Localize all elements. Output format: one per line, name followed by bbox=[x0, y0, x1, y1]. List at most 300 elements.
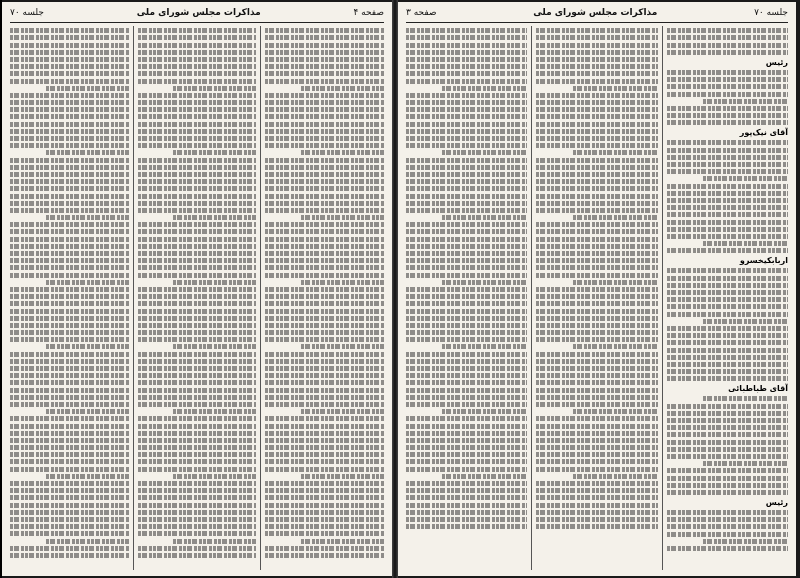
text-line bbox=[536, 309, 657, 314]
text-line bbox=[10, 28, 129, 33]
text-line bbox=[10, 114, 129, 119]
text-line bbox=[10, 93, 129, 98]
text-line bbox=[138, 546, 257, 551]
text-line bbox=[406, 172, 527, 177]
text-line bbox=[406, 323, 527, 328]
text-line bbox=[10, 366, 129, 371]
text-line bbox=[265, 57, 384, 62]
text-line bbox=[406, 503, 527, 508]
text-line bbox=[10, 503, 129, 508]
text-line bbox=[138, 452, 257, 457]
text-line bbox=[138, 114, 257, 119]
text-line bbox=[138, 309, 257, 314]
text-line bbox=[536, 136, 657, 141]
text-line bbox=[301, 409, 384, 414]
text-line bbox=[138, 553, 257, 558]
text-line bbox=[536, 258, 657, 263]
text-line bbox=[10, 194, 129, 199]
left-page-header bbox=[10, 6, 384, 20]
text-line bbox=[301, 344, 384, 349]
text-line bbox=[442, 280, 527, 285]
text-line bbox=[138, 380, 257, 385]
text-line bbox=[536, 366, 657, 371]
text-line bbox=[10, 100, 129, 105]
text-line bbox=[138, 107, 257, 112]
text-line bbox=[138, 517, 257, 522]
text-line bbox=[138, 373, 257, 378]
text-line bbox=[406, 524, 527, 529]
text-line bbox=[703, 396, 788, 401]
text-line bbox=[406, 510, 527, 515]
text-line bbox=[703, 99, 788, 104]
text-line bbox=[10, 229, 129, 234]
text-line bbox=[10, 531, 129, 536]
text-line bbox=[301, 215, 384, 220]
text-line bbox=[667, 348, 788, 353]
text-line bbox=[406, 237, 527, 242]
text-line bbox=[406, 459, 527, 464]
text-line bbox=[138, 424, 257, 429]
text-line bbox=[138, 531, 257, 536]
speaker-heading: آقای طباطبائی bbox=[728, 384, 788, 394]
text-line bbox=[138, 136, 257, 141]
text-line bbox=[265, 316, 384, 321]
text-line bbox=[536, 251, 657, 256]
text-line bbox=[10, 122, 129, 127]
text-line bbox=[265, 265, 384, 270]
text-line bbox=[10, 57, 129, 62]
text-line bbox=[406, 229, 527, 234]
text-line bbox=[138, 323, 257, 328]
text-line bbox=[667, 432, 788, 437]
text-line bbox=[536, 316, 657, 321]
text-line bbox=[703, 539, 788, 544]
text-line bbox=[703, 176, 788, 181]
text-line bbox=[406, 309, 527, 314]
right-header-rule bbox=[406, 22, 788, 23]
text-line bbox=[406, 424, 527, 429]
text-line bbox=[406, 294, 527, 299]
text-line bbox=[573, 150, 658, 155]
text-line bbox=[265, 294, 384, 299]
text-line bbox=[10, 301, 129, 306]
text-line bbox=[10, 107, 129, 112]
text-line bbox=[265, 467, 384, 472]
text-line bbox=[667, 43, 788, 48]
text-line bbox=[138, 201, 257, 206]
text-line bbox=[138, 402, 257, 407]
text-line bbox=[265, 201, 384, 206]
left-column-1 bbox=[10, 26, 129, 570]
text-line bbox=[138, 244, 257, 249]
text-line bbox=[265, 524, 384, 529]
text-line bbox=[138, 71, 257, 76]
text-line bbox=[406, 337, 527, 342]
text-line bbox=[265, 553, 384, 558]
text-line bbox=[10, 265, 129, 270]
text-line bbox=[265, 330, 384, 335]
text-line bbox=[667, 276, 788, 281]
text-line bbox=[138, 129, 257, 134]
text-line bbox=[536, 129, 657, 134]
text-line bbox=[667, 290, 788, 295]
text-line bbox=[536, 64, 657, 69]
text-line bbox=[667, 425, 788, 430]
speaker-heading: اربابکیخسرو bbox=[739, 256, 788, 266]
text-line bbox=[265, 258, 384, 263]
text-line bbox=[667, 447, 788, 452]
text-line bbox=[138, 294, 257, 299]
text-line bbox=[536, 122, 657, 127]
text-line bbox=[265, 517, 384, 522]
text-line bbox=[536, 301, 657, 306]
text-line bbox=[265, 244, 384, 249]
text-line bbox=[138, 222, 257, 227]
text-line bbox=[667, 490, 788, 495]
text-line bbox=[10, 287, 129, 292]
text-line bbox=[138, 510, 257, 515]
text-line bbox=[536, 114, 657, 119]
text-line bbox=[406, 330, 527, 335]
text-line bbox=[667, 84, 788, 89]
text-line bbox=[265, 158, 384, 163]
text-line bbox=[265, 323, 384, 328]
text-line bbox=[138, 524, 257, 529]
text-line bbox=[667, 140, 788, 145]
text-line bbox=[406, 438, 527, 443]
text-line bbox=[406, 165, 527, 170]
text-line bbox=[301, 280, 384, 285]
text-line bbox=[265, 208, 384, 213]
text-line bbox=[265, 100, 384, 105]
text-line bbox=[406, 50, 527, 55]
text-line bbox=[536, 244, 657, 249]
text-line bbox=[406, 273, 527, 278]
text-line bbox=[46, 86, 129, 91]
text-line bbox=[265, 431, 384, 436]
text-line bbox=[265, 452, 384, 457]
text-line bbox=[406, 359, 527, 364]
text-line bbox=[10, 323, 129, 328]
text-line bbox=[10, 201, 129, 206]
text-line bbox=[667, 113, 788, 118]
text-line bbox=[406, 71, 527, 76]
text-line bbox=[138, 79, 257, 84]
text-line bbox=[265, 488, 384, 493]
text-line bbox=[138, 143, 257, 148]
text-line bbox=[138, 467, 257, 472]
text-line bbox=[46, 539, 129, 544]
text-line bbox=[442, 409, 527, 414]
text-line bbox=[536, 35, 657, 40]
text-line bbox=[406, 373, 527, 378]
text-line bbox=[442, 215, 527, 220]
text-line bbox=[265, 438, 384, 443]
text-line bbox=[265, 129, 384, 134]
text-line bbox=[301, 150, 384, 155]
text-line bbox=[406, 251, 527, 256]
text-line bbox=[138, 57, 257, 62]
text-line bbox=[265, 301, 384, 306]
column-divider bbox=[133, 26, 134, 570]
text-line bbox=[10, 186, 129, 191]
text-line bbox=[406, 258, 527, 263]
column-divider bbox=[662, 26, 663, 570]
text-line bbox=[265, 424, 384, 429]
text-line bbox=[667, 70, 788, 75]
text-line bbox=[10, 373, 129, 378]
text-line bbox=[667, 148, 788, 153]
text-line bbox=[10, 424, 129, 429]
text-line bbox=[265, 481, 384, 486]
text-line bbox=[667, 248, 788, 253]
text-line bbox=[265, 114, 384, 119]
text-line bbox=[138, 158, 257, 163]
text-line bbox=[536, 488, 657, 493]
text-line bbox=[265, 416, 384, 421]
text-line bbox=[667, 376, 788, 381]
right-page-header-number: صفحه ۳ bbox=[406, 8, 437, 18]
text-line bbox=[138, 301, 257, 306]
text-line bbox=[138, 50, 257, 55]
text-line bbox=[173, 409, 256, 414]
text-line bbox=[10, 172, 129, 177]
text-line bbox=[536, 503, 657, 508]
text-line bbox=[536, 323, 657, 328]
text-line bbox=[667, 440, 788, 445]
text-line bbox=[536, 93, 657, 98]
text-line bbox=[138, 64, 257, 69]
left-page-header-session: جلسه ۷۰ bbox=[10, 8, 44, 18]
text-line bbox=[10, 165, 129, 170]
text-line bbox=[10, 222, 129, 227]
text-line bbox=[138, 459, 257, 464]
text-line bbox=[406, 244, 527, 249]
text-line bbox=[138, 251, 257, 256]
text-line bbox=[138, 488, 257, 493]
text-line bbox=[138, 100, 257, 105]
text-line bbox=[667, 312, 788, 317]
text-line bbox=[10, 337, 129, 342]
text-line bbox=[138, 172, 257, 177]
text-line bbox=[10, 495, 129, 500]
text-line bbox=[265, 445, 384, 450]
text-line bbox=[667, 283, 788, 288]
text-line bbox=[138, 438, 257, 443]
right-column-3 bbox=[667, 26, 788, 570]
text-line bbox=[536, 294, 657, 299]
text-line bbox=[667, 304, 788, 309]
text-line bbox=[536, 445, 657, 450]
text-line bbox=[667, 120, 788, 125]
text-line bbox=[10, 294, 129, 299]
text-line bbox=[46, 215, 129, 220]
text-line bbox=[265, 395, 384, 400]
text-line bbox=[265, 28, 384, 33]
text-line bbox=[406, 402, 527, 407]
text-line bbox=[138, 165, 257, 170]
text-line bbox=[406, 136, 527, 141]
text-line bbox=[10, 553, 129, 558]
text-line bbox=[138, 43, 257, 48]
text-line bbox=[173, 344, 256, 349]
text-line bbox=[10, 517, 129, 522]
text-line bbox=[138, 229, 257, 234]
text-line bbox=[46, 280, 129, 285]
text-line bbox=[10, 481, 129, 486]
text-line bbox=[536, 495, 657, 500]
text-line bbox=[536, 186, 657, 191]
text-line bbox=[667, 50, 788, 55]
text-line bbox=[265, 510, 384, 515]
left-page bbox=[2, 2, 392, 576]
text-line bbox=[138, 395, 257, 400]
text-line bbox=[10, 309, 129, 314]
text-line bbox=[703, 461, 788, 466]
column-divider bbox=[260, 26, 261, 570]
right-page-columns bbox=[406, 26, 788, 570]
text-line bbox=[10, 143, 129, 148]
text-line bbox=[406, 208, 527, 213]
text-line bbox=[667, 340, 788, 345]
text-line bbox=[265, 531, 384, 536]
text-line bbox=[10, 402, 129, 407]
text-line bbox=[406, 316, 527, 321]
text-line bbox=[265, 35, 384, 40]
text-line bbox=[265, 79, 384, 84]
text-line bbox=[265, 165, 384, 170]
text-line bbox=[536, 452, 657, 457]
text-line bbox=[406, 416, 527, 421]
text-line bbox=[667, 198, 788, 203]
text-line bbox=[667, 546, 788, 551]
text-line bbox=[10, 431, 129, 436]
text-line bbox=[138, 273, 257, 278]
right-page bbox=[398, 2, 796, 576]
text-line bbox=[265, 366, 384, 371]
text-line bbox=[667, 297, 788, 302]
right-column-1 bbox=[406, 26, 527, 570]
text-line bbox=[536, 510, 657, 515]
text-line bbox=[10, 43, 129, 48]
text-line bbox=[138, 186, 257, 191]
text-line bbox=[536, 517, 657, 522]
text-line bbox=[573, 215, 658, 220]
text-line bbox=[10, 64, 129, 69]
text-line bbox=[406, 265, 527, 270]
text-line bbox=[10, 445, 129, 450]
text-line bbox=[536, 524, 657, 529]
right-column-2 bbox=[536, 26, 657, 570]
text-line bbox=[536, 172, 657, 177]
text-line bbox=[138, 265, 257, 270]
text-line bbox=[173, 474, 256, 479]
text-line bbox=[536, 222, 657, 227]
text-line bbox=[10, 452, 129, 457]
text-line bbox=[138, 35, 257, 40]
text-line bbox=[536, 388, 657, 393]
left-page-columns bbox=[10, 26, 384, 570]
text-line bbox=[667, 532, 788, 537]
text-line bbox=[406, 28, 527, 33]
text-line bbox=[536, 395, 657, 400]
text-line bbox=[406, 352, 527, 357]
text-line bbox=[138, 316, 257, 321]
text-line bbox=[667, 369, 788, 374]
text-line bbox=[173, 280, 256, 285]
text-line bbox=[536, 71, 657, 76]
text-line bbox=[667, 234, 788, 239]
text-line bbox=[265, 373, 384, 378]
text-line bbox=[46, 474, 129, 479]
text-line bbox=[536, 359, 657, 364]
text-line bbox=[536, 237, 657, 242]
text-line bbox=[573, 280, 658, 285]
text-line bbox=[406, 186, 527, 191]
text-line bbox=[536, 481, 657, 486]
text-line bbox=[265, 194, 384, 199]
text-line bbox=[10, 251, 129, 256]
right-page-header-title: مذاکرات مجلس شورای ملی bbox=[533, 8, 658, 18]
text-line bbox=[667, 411, 788, 416]
text-line bbox=[265, 273, 384, 278]
text-line bbox=[667, 333, 788, 338]
text-line bbox=[265, 64, 384, 69]
text-line bbox=[10, 79, 129, 84]
text-line bbox=[138, 495, 257, 500]
text-line bbox=[667, 212, 788, 217]
text-line bbox=[46, 150, 129, 155]
text-line bbox=[138, 416, 257, 421]
text-line bbox=[667, 404, 788, 409]
text-line bbox=[406, 495, 527, 500]
text-line bbox=[265, 122, 384, 127]
left-page-header-number: صفحه ۴ bbox=[353, 8, 384, 18]
text-line bbox=[10, 179, 129, 184]
text-line bbox=[406, 143, 527, 148]
text-line bbox=[138, 237, 257, 242]
text-line bbox=[406, 64, 527, 69]
text-line bbox=[667, 28, 788, 33]
text-line bbox=[173, 86, 256, 91]
text-line bbox=[406, 122, 527, 127]
text-line bbox=[406, 100, 527, 105]
text-line bbox=[536, 208, 657, 213]
text-line bbox=[667, 362, 788, 367]
text-line bbox=[442, 86, 527, 91]
text-line bbox=[406, 366, 527, 371]
text-line bbox=[265, 402, 384, 407]
text-line bbox=[265, 71, 384, 76]
text-line bbox=[138, 481, 257, 486]
text-line bbox=[667, 268, 788, 273]
text-line bbox=[265, 380, 384, 385]
text-line bbox=[536, 287, 657, 292]
text-line bbox=[667, 35, 788, 40]
text-line bbox=[536, 373, 657, 378]
text-line bbox=[173, 215, 256, 220]
text-line bbox=[10, 136, 129, 141]
text-line bbox=[301, 474, 384, 479]
text-line bbox=[406, 222, 527, 227]
text-line bbox=[667, 205, 788, 210]
text-line bbox=[265, 287, 384, 292]
text-line bbox=[536, 438, 657, 443]
text-line bbox=[10, 129, 129, 134]
text-line bbox=[406, 201, 527, 206]
text-line bbox=[406, 380, 527, 385]
text-line bbox=[46, 409, 129, 414]
